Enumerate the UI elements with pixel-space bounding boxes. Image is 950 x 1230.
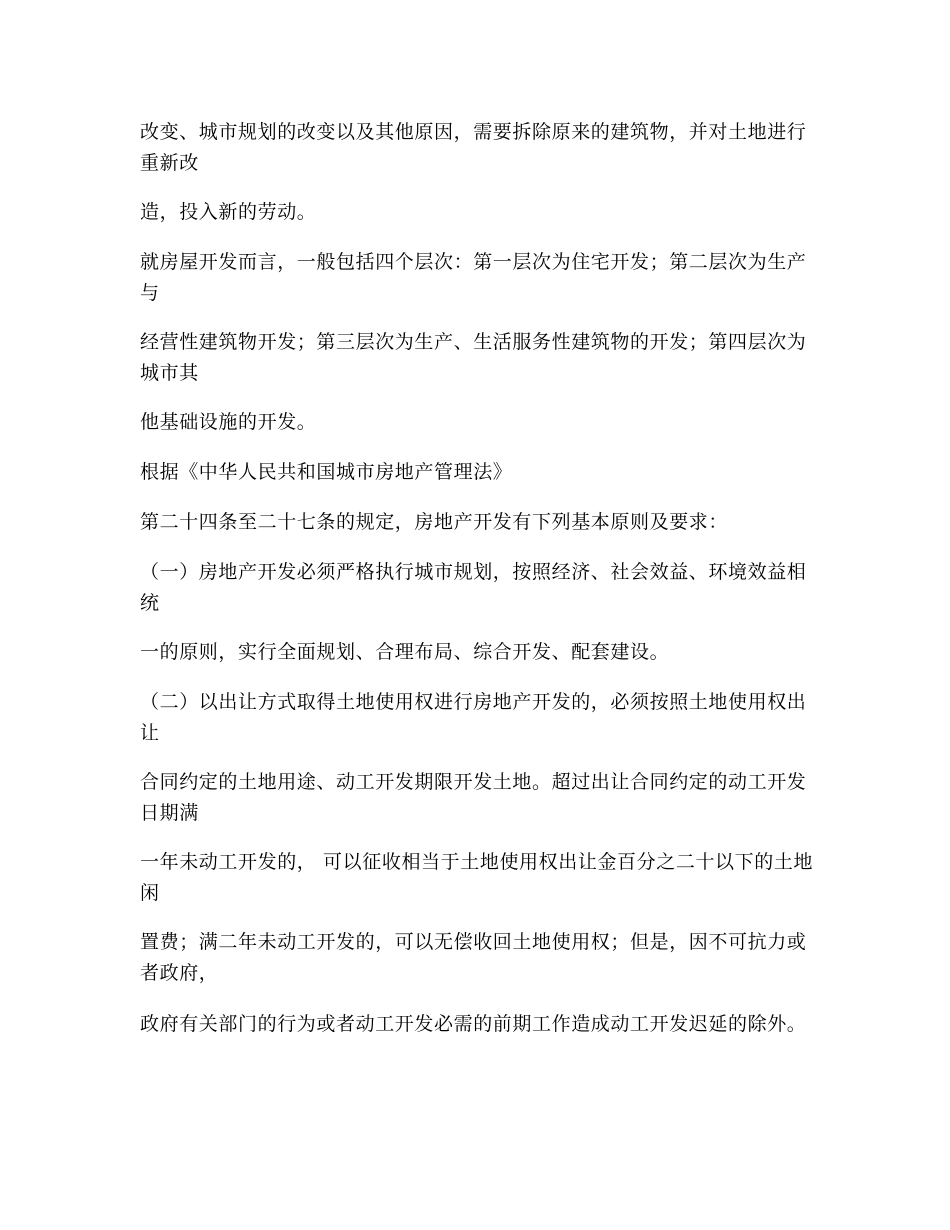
paragraph-5: 他基础设施的开发。 <box>140 411 317 433</box>
paragraph-7: 第二十四条至二十七条的规定，房地产开发有下列基本原则及要求： <box>140 511 729 533</box>
paragraph-14: 政府有关部门的行为或者动工开发必需的前期工作造成动工开发迟延的除外。 <box>140 1013 807 1035</box>
paragraph-9: 一的原则，实行全面规划、合理布局、综合开发、配套建设。 <box>140 641 670 663</box>
paragraph-12: 一年未动工开发的， 可以征收相当于土地使用权出让金百分之二十以下的土地闲 <box>140 851 814 904</box>
paragraph-10: （二）以出让方式取得土地使用权进行房地产开发的，必须按照土地使用权出让 <box>140 691 807 744</box>
paragraph-2: 造，投入新的劳动。 <box>140 201 317 223</box>
paragraph-13: 置费；满二年未动工开发的，可以无偿收回土地使用权；但是，因不可抗力或者政府， <box>140 931 807 984</box>
paragraph-8: （一）房地产开发必须严格执行城市规划，按照经济、社会效益、环境效益相统 <box>140 561 807 614</box>
paragraph-3: 就房屋开发而言，一般包括四个层次：第一层次为住宅开发；第二层次为生产与 <box>140 251 807 304</box>
paragraph-4: 经营性建筑物开发；第三层次为生产、生活服务性建筑物的开发；第四层次为城市其 <box>140 331 807 384</box>
paragraph-1: 改变、城市规划的改变以及其他原因，需要拆除原来的建筑物，并对土地进行重新改 <box>140 121 807 174</box>
paragraph-6: 根据《中华人民共和国城市房地产管理法》 <box>140 461 513 483</box>
paragraph-11: 合同约定的土地用途、动工开发期限开发土地。超过出让合同约定的动工开发日期满 <box>140 771 807 824</box>
